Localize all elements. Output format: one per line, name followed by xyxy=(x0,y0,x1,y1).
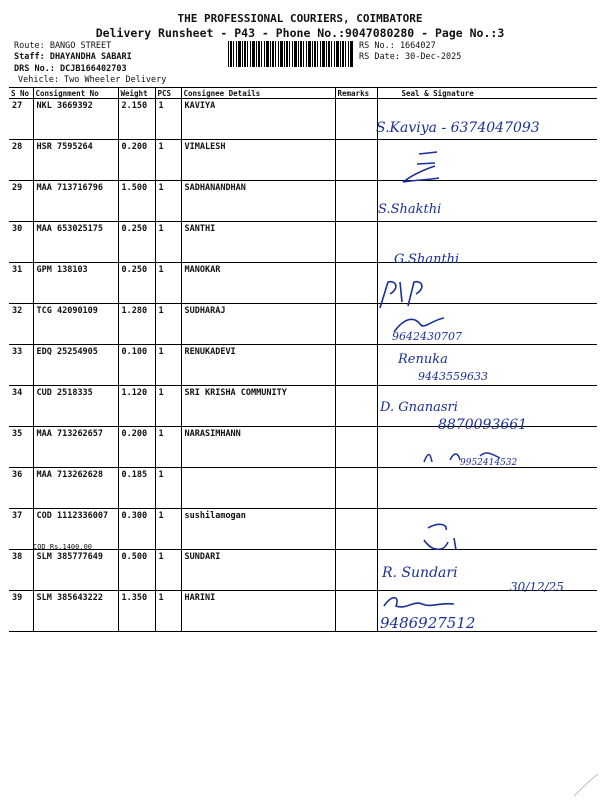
row-weight: 1.500 xyxy=(118,181,155,222)
row-sno: 29 xyxy=(9,181,33,222)
table-row xyxy=(9,468,597,509)
row-pcs: 1 xyxy=(155,140,181,181)
row-weight: 0.300 xyxy=(118,509,155,550)
signature-sundari: R. Sundari xyxy=(382,565,458,581)
staff-label: Staff: DHAYANDHA SABARI xyxy=(14,52,132,62)
col-remarks: Remarks xyxy=(335,88,377,99)
row-consignment: SLM 385777649 xyxy=(33,550,118,591)
row-consignee: SRI KRISHA COMMUNITY xyxy=(181,386,335,427)
row-sno: 38 xyxy=(9,550,33,591)
row-remarks xyxy=(335,550,377,591)
row-pcs: 1 xyxy=(155,427,181,468)
row-weight: 1.120 xyxy=(118,386,155,427)
row-sno: 27 xyxy=(9,99,33,140)
runsheet-table xyxy=(9,87,597,632)
signature-phone-34: 8870093661 xyxy=(438,417,528,433)
row-sno: 34 xyxy=(9,386,33,427)
row-signature xyxy=(377,509,597,550)
col-signature: Seal & Signature xyxy=(377,88,597,99)
row-weight: 1.280 xyxy=(118,304,155,345)
row-remarks xyxy=(335,386,377,427)
row-consignment: SLM 385643222 xyxy=(33,591,118,632)
row-pcs: 1 xyxy=(155,304,181,345)
signature-scribble-28 xyxy=(395,148,455,184)
row-sno: 37 xyxy=(9,509,33,550)
table-row xyxy=(9,550,597,591)
row-pcs: 1 xyxy=(155,345,181,386)
route-label: Route: BANGO STREET xyxy=(14,41,112,51)
signature-shanthi: G.Shanthi xyxy=(394,252,460,267)
table-row xyxy=(9,304,597,345)
col-sno: S No xyxy=(9,88,33,99)
signature-gnanasri: D. Gnanasri xyxy=(380,400,458,415)
row-pcs: 1 xyxy=(155,509,181,550)
col-consignee: Consignee Details xyxy=(181,88,335,99)
row-consignment: MAA 653025175 xyxy=(33,222,118,263)
vehicle-label: Vehicle: Two Wheeler Delivery xyxy=(18,75,167,85)
row-consignee xyxy=(181,468,335,509)
row-consignee: NARASIMHANN xyxy=(181,427,335,468)
row-consignee: KAVIYA xyxy=(181,99,335,140)
barcode-image xyxy=(228,41,354,67)
row-weight: 2.150 xyxy=(118,99,155,140)
row-remarks xyxy=(335,222,377,263)
runsheet-subtitle: Delivery Runsheet - P43 - Phone No.:9047080280 - Page No.:3 xyxy=(95,26,505,40)
row-consignment: CUD 2518335 xyxy=(33,386,118,427)
row-remarks xyxy=(335,591,377,632)
drs-label: DRS No.: DCJB166402703 xyxy=(14,64,127,74)
row-consignment: GPM 138103 xyxy=(33,263,118,304)
row-pcs: 1 xyxy=(155,181,181,222)
row-weight: 0.200 xyxy=(118,140,155,181)
row-sno: 33 xyxy=(9,345,33,386)
row-consignment: MAA 713262628 xyxy=(33,468,118,509)
row-pcs: 1 xyxy=(155,263,181,304)
row-consignment: NKL 3669392 xyxy=(33,99,118,140)
table-row xyxy=(9,263,597,304)
row-consignee: SUDHARAJ xyxy=(181,304,335,345)
row-weight: 0.500 xyxy=(118,550,155,591)
row-pcs: 1 xyxy=(155,99,181,140)
row-consignee: MANOKAR xyxy=(181,263,335,304)
row-weight: 0.185 xyxy=(118,468,155,509)
row-consignment: EDQ 25254905 xyxy=(33,345,118,386)
row-remarks xyxy=(335,468,377,509)
row-consignment: TCG 42090109 xyxy=(33,304,118,345)
table-row xyxy=(9,222,597,263)
signature-scribble-31 xyxy=(374,272,444,314)
row-pcs: 1 xyxy=(155,550,181,591)
row-consignment: COD 1112336007 xyxy=(33,509,118,550)
row-consignee: RENUKADEVI xyxy=(181,345,335,386)
row-weight: 0.250 xyxy=(118,222,155,263)
company-title: THE PROFESSIONAL COURIERS, COIMBATORE xyxy=(177,12,423,25)
row-weight: 0.200 xyxy=(118,427,155,468)
row-remarks xyxy=(335,263,377,304)
row-remarks xyxy=(335,427,377,468)
row-pcs: 1 xyxy=(155,222,181,263)
signature-scribble-39 xyxy=(380,592,470,614)
row-remarks xyxy=(335,509,377,550)
row-consignee: SANTHI xyxy=(181,222,335,263)
row-remarks xyxy=(335,181,377,222)
table-row xyxy=(9,509,597,550)
row-remarks xyxy=(335,99,377,140)
col-weight: Weight xyxy=(118,88,155,99)
row-remarks xyxy=(335,304,377,345)
row-consignment: MAA 713262657 xyxy=(33,427,118,468)
row-sno: 36 xyxy=(9,468,33,509)
col-consignment: Consignment No xyxy=(33,88,118,99)
row-sno: 28 xyxy=(9,140,33,181)
signature-phone-39: 9486927512 xyxy=(380,614,476,632)
table-row xyxy=(9,181,597,222)
row-consignment: MAA 713716796 xyxy=(33,181,118,222)
table-row xyxy=(9,140,597,181)
signature-scribble-37 xyxy=(418,518,468,554)
signature-renuka: Renuka xyxy=(398,352,448,367)
rs-date: RS Date: 30-Dec-2025 xyxy=(359,52,462,62)
row-consignee: VIMALESH xyxy=(181,140,335,181)
page-corner-mark xyxy=(570,770,600,800)
row-sno: 39 xyxy=(9,591,33,632)
row-weight: 0.100 xyxy=(118,345,155,386)
row-weight: 0.250 xyxy=(118,263,155,304)
row-sno: 35 xyxy=(9,427,33,468)
row-remarks xyxy=(335,140,377,181)
row-sno: 31 xyxy=(9,263,33,304)
signature-kaviya: S.Kaviya - 6374047093 xyxy=(376,120,540,136)
row-pcs: 1 xyxy=(155,386,181,427)
row-weight: 1.350 xyxy=(118,591,155,632)
cod-amount-note: COD Rs.1400.00 xyxy=(33,543,93,551)
signature-shakthi: S.Shakthi xyxy=(378,202,442,217)
table-row xyxy=(9,591,597,632)
signature-phone-35: 9952414532 xyxy=(460,458,518,468)
row-consignee: SADHANANDHAN xyxy=(181,181,335,222)
signature-phone-32: 9642430707 xyxy=(392,330,462,343)
row-consignee: sushilamogan xyxy=(181,509,335,550)
row-sno: 30 xyxy=(9,222,33,263)
row-pcs: 1 xyxy=(155,468,181,509)
row-sno: 32 xyxy=(9,304,33,345)
row-pcs: 1 xyxy=(155,591,181,632)
signature-phone-33: 9443559633 xyxy=(418,370,488,383)
rs-number: RS No.: 1664027 xyxy=(359,41,436,51)
table-header-row xyxy=(9,88,597,99)
row-consignee: HARINI xyxy=(181,591,335,632)
row-signature xyxy=(377,468,597,509)
table-row xyxy=(9,345,597,386)
signature-date-38: 30/12/25 xyxy=(510,580,564,594)
row-remarks xyxy=(335,345,377,386)
col-pcs: PCS xyxy=(155,88,181,99)
row-consignee: SUNDARI xyxy=(181,550,335,591)
row-consignment: HSR 7595264 xyxy=(33,140,118,181)
